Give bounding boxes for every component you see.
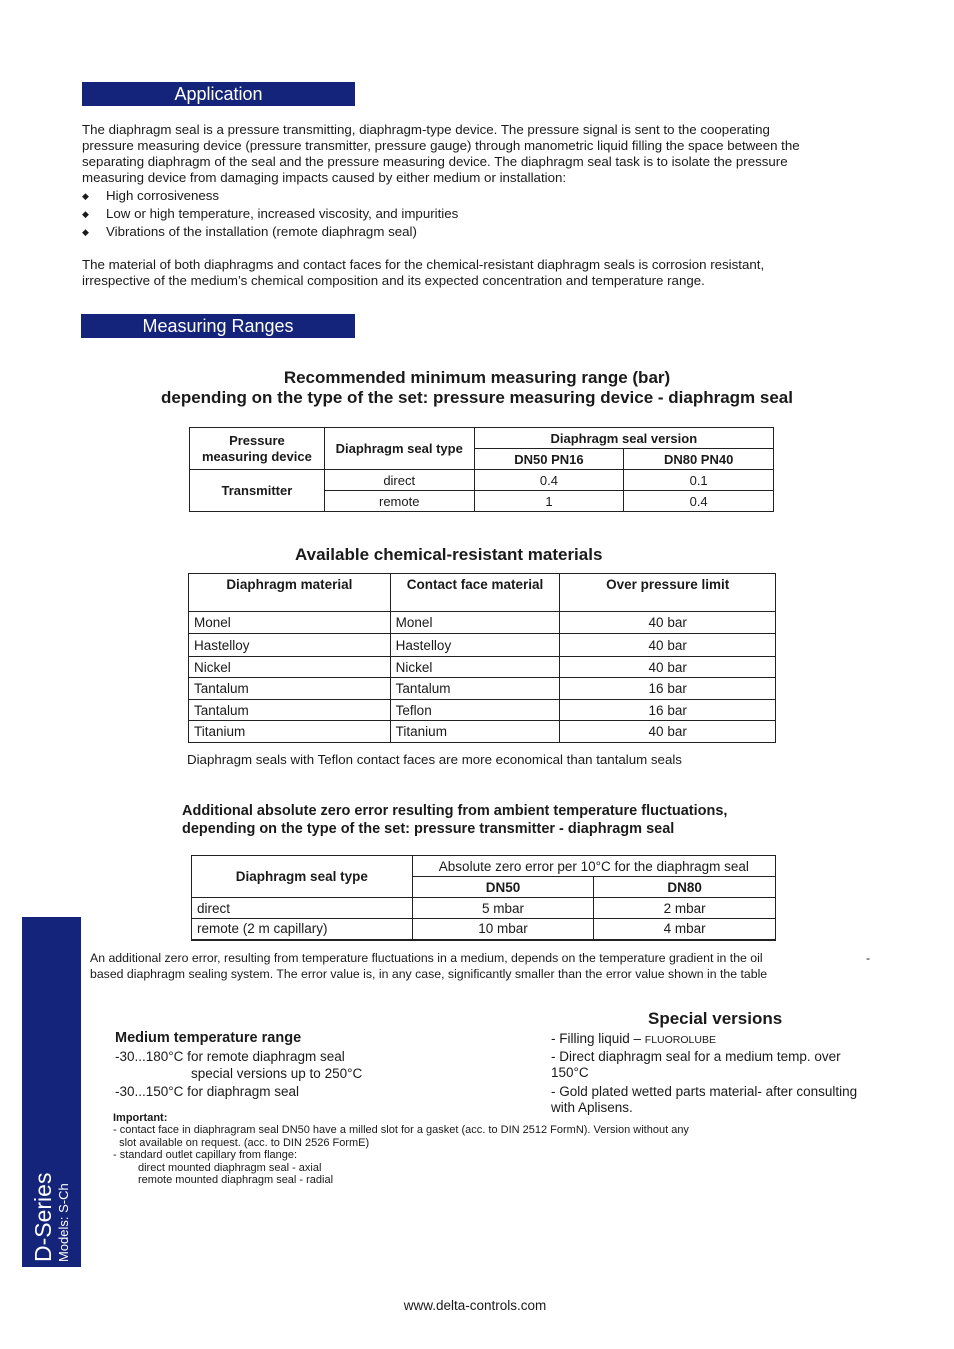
cell-contact: Monel: [390, 612, 560, 634]
cell-seal-type: remote: [324, 491, 474, 512]
series-title: D-Series: [30, 1172, 56, 1262]
measuring-range-title: [0, 368, 954, 408]
special-item: [551, 1084, 857, 1116]
header-diaphragm-material: Diaphragm material: [189, 574, 391, 612]
header-seal-version: Diaphragm seal version: [474, 428, 773, 449]
table-row: [189, 700, 776, 721]
series-models: Models: S-Ch: [56, 1183, 71, 1262]
table-row: [189, 634, 776, 657]
header-over-pressure: Over pressure limit: [560, 574, 776, 612]
materials-table: [188, 573, 776, 743]
special-versions-title: Special versions: [648, 1009, 783, 1028]
cell-dn50: 1: [474, 491, 624, 512]
medium-temp-line: -30...180°C for remote diaphragm seal: [115, 1049, 345, 1064]
special-item: [551, 1031, 716, 1046]
cell-pressure: 40 bar: [560, 721, 776, 743]
cell-diaphragm: Nickel: [189, 657, 391, 678]
medium-temp-line: -30...150°C for diaphragm seal: [115, 1084, 299, 1099]
table-row: [192, 919, 776, 940]
cell-diaphragm: Hastelloy: [189, 634, 391, 657]
title-line: depending on the type of the set: pressure transmitter - diaphragm seal: [182, 821, 675, 837]
measuring-ranges-heading: Measuring Ranges: [81, 314, 355, 338]
paragraph-line: irrespective of the medium’s chemical composition and its expected concentration and temperature range.: [82, 273, 705, 288]
bullet-icon: ◆: [82, 209, 89, 219]
cell-dn80: 0.4: [624, 491, 774, 512]
special-item-text: - Filling liquid –: [551, 1031, 645, 1046]
important-line: slot available on request. (acc. to DIN 2526 FormE): [113, 1137, 370, 1149]
important-line: remote mounted diaphragm seal - radial: [138, 1174, 334, 1186]
medium-temp-title: Medium temperature range: [115, 1030, 302, 1046]
cell-dn50: 10 mbar: [412, 919, 594, 940]
cell-pressure: 16 bar: [560, 678, 776, 700]
cell-dn50: 5 mbar: [412, 898, 594, 919]
special-item-line: with Aplisens.: [551, 1100, 633, 1115]
cell-pressure: 40 bar: [560, 634, 776, 657]
cell-contact: Tantalum: [390, 678, 560, 700]
application-paragraph: [82, 122, 882, 186]
cell-dn50: 0.4: [474, 470, 624, 491]
special-item-line: - Direct diaphragm seal for a medium temp. over: [551, 1049, 841, 1064]
table-row: [189, 612, 776, 634]
cell-dn80: 0.1: [624, 470, 774, 491]
paragraph-line: pressure measuring device (pressure transmitter, pressure gauge) through manometric liquid filling the space between the: [82, 138, 800, 153]
zero-error-title: [182, 802, 727, 838]
note-line: An additional zero error, resulting from temperature fluctuations in a medium, depends on the temperature gradient in the oil: [90, 951, 763, 965]
cell-dn80: 4 mbar: [594, 919, 776, 940]
footer-url[interactable]: www.delta-controls.com: [403, 1298, 547, 1313]
special-item: [551, 1049, 841, 1081]
paragraph-line: separating diaphragm of the seal and the pressure measuring device. The diaphragm seal task is to isolate the pressure: [82, 154, 788, 169]
header-dn80: DN80: [594, 877, 776, 898]
header-dn50: DN50 PN16: [474, 449, 624, 470]
series-sidebar: [22, 917, 81, 1267]
application-paragraph-2: [82, 257, 882, 289]
note-dash: -: [866, 951, 871, 965]
cell-pressure: 40 bar: [560, 657, 776, 678]
table-row: [189, 657, 776, 678]
cell-pressure: 16 bar: [560, 700, 776, 721]
cell-contact: Hastelloy: [390, 634, 560, 657]
materials-title: Available chemical-resistant materials: [295, 545, 603, 564]
table-row: [189, 721, 776, 743]
cell-diaphragm: Titanium: [189, 721, 391, 743]
header-dn50: DN50: [412, 877, 594, 898]
paragraph-line: measuring device from damaging impacts caused by either medium or installation:: [82, 170, 567, 185]
header-contact-face: Contact face material: [390, 574, 560, 612]
title-line: Additional absolute zero error resulting from ambient temperature fluctuations,: [182, 803, 728, 819]
bullet-text: Low or high temperature, increased viscosity, and impurities: [106, 206, 459, 221]
cell-seal-type: direct: [192, 898, 413, 919]
cell-contact: Titanium: [390, 721, 560, 743]
special-item-value: FLUOROLUBE: [644, 1034, 716, 1046]
header-dn80: DN80 PN40: [624, 449, 774, 470]
medium-temp-line: special versions up to 250°C: [191, 1066, 363, 1081]
zero-error-note: [90, 950, 890, 982]
title-line: depending on the type of the set: pressure measuring device - diaphragm seal: [161, 388, 793, 407]
bullet-text: High corrosiveness: [106, 188, 220, 203]
measuring-range-table: [189, 427, 774, 512]
header-pressure-device: Pressure measuring device: [190, 428, 325, 470]
important-label: Important:: [113, 1112, 168, 1124]
cell-seal-type: direct: [324, 470, 474, 491]
note-line: based diaphragm sealing system. The error value is, in any case, significantly smaller than the error value shown in the table: [90, 967, 768, 981]
application-heading: Application: [82, 82, 355, 106]
cell-diaphragm: Tantalum: [189, 678, 391, 700]
paragraph-line: The material of both diaphragms and contact faces for the chemical-resistant diaphragm seals is corrosion resistant,: [82, 257, 765, 272]
cell-diaphragm: Tantalum: [189, 700, 391, 721]
special-item-line: 150°C: [551, 1065, 589, 1080]
cell-diaphragm: Monel: [189, 612, 391, 634]
zero-error-table: [191, 855, 776, 941]
bullet-icon: ◆: [82, 191, 89, 201]
bullet-text: Vibrations of the installation (remote diaphragm seal): [106, 224, 417, 239]
cell-contact: Nickel: [390, 657, 560, 678]
paragraph-line: The diaphragm seal is a pressure transmitting, diaphragm-type device. The pressure signal is sent to the cooperating: [82, 122, 770, 137]
important-line: direct mounted diaphragm seal - axial: [138, 1162, 322, 1174]
table-row: [192, 898, 776, 919]
cell-contact: Teflon: [390, 700, 560, 721]
title-line: Recommended minimum measuring range (bar): [283, 368, 671, 387]
cell-pressure: 40 bar: [560, 612, 776, 634]
important-line: - contact face in diaphragram seal DN50 have a milled slot for a gasket (acc. to DIN 2512 FormN). Version without any: [113, 1124, 689, 1136]
materials-note: Diaphragm seals with Teflon contact faces are more economical than tantalum seals: [187, 752, 682, 767]
important-line: - standard outlet capillary from flange:: [113, 1149, 298, 1161]
cell-dn80: 2 mbar: [594, 898, 776, 919]
header-abs-error: Absolute zero error per 10°C for the diaphragm seal: [412, 856, 775, 877]
bullet-icon: ◆: [82, 227, 89, 237]
header-seal-type: Diaphragm seal type: [324, 428, 474, 470]
cell-seal-type: remote (2 m capillary): [192, 919, 413, 940]
special-item-line: - Gold plated wetted parts material- after consulting: [551, 1084, 858, 1099]
cell-device: Transmitter: [190, 470, 325, 512]
table-row: [189, 678, 776, 700]
header-seal-type: Diaphragm seal type: [192, 856, 413, 898]
